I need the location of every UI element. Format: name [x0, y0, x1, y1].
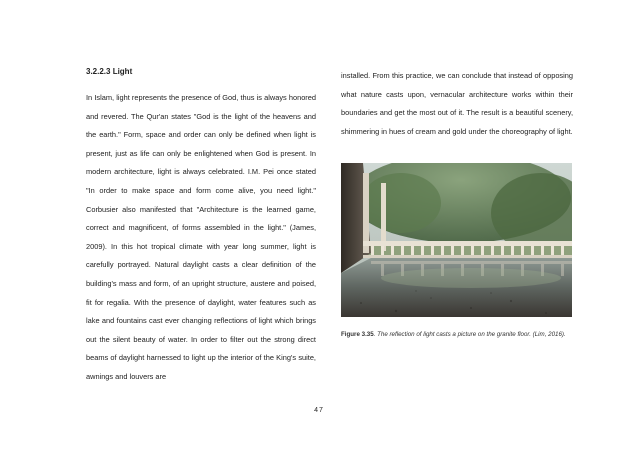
body-text-right: installed. From this practice, we can conclude that instead of opposing what nature casts upon, vernacular architecture works within their boundaries and get the most out of it. The result is a beautiful scenery, shimmering in hues of cream and gold under the choreography of light.: [341, 71, 573, 136]
section-heading: 3.2.2.3 Light: [86, 67, 133, 76]
reflection-photo-illustration: [341, 163, 572, 317]
figure-caption: [341, 328, 573, 341]
figure-photo: [341, 163, 572, 317]
page-number: 47: [314, 407, 324, 414]
body-text-left: In Islam, light represents the presence of God, thus is always honored and revered. The Qur'an states "God is the light of the heavens and the earth." Form, space and order can only be defined when light is present, just as life can only be enlightened when God is present. In modern architecture, light is always celebrated. I.M. Pei once stated "In order to make space and form come alive, you need light." Corbusier also manifested that "Architecture is the learned game, correct and magnificent, of forms assembled in the light." (James, 2009). In this hot tropical climate with year long summer, light is carefully portrayed. Natural daylight casts a clear definition of the building's mass and form, of an upright structure, austere and poised, fit for regalia. With the presence of daylight, water features such as lake and fountains cast ever changing reflections of light which brings out the silent beauty of water. In order to filter out the strong direct beams of daylight harnessed to light up the interior of the King's suite, awnings and louvers are: [86, 93, 316, 381]
figure-caption-text: . The reflection of light casts a picture on the granite floor. (Lim, 2016).: [373, 331, 566, 338]
figure-label: Figure 3.35: [341, 331, 374, 338]
right-column: [341, 67, 573, 141]
left-column: [86, 67, 316, 387]
